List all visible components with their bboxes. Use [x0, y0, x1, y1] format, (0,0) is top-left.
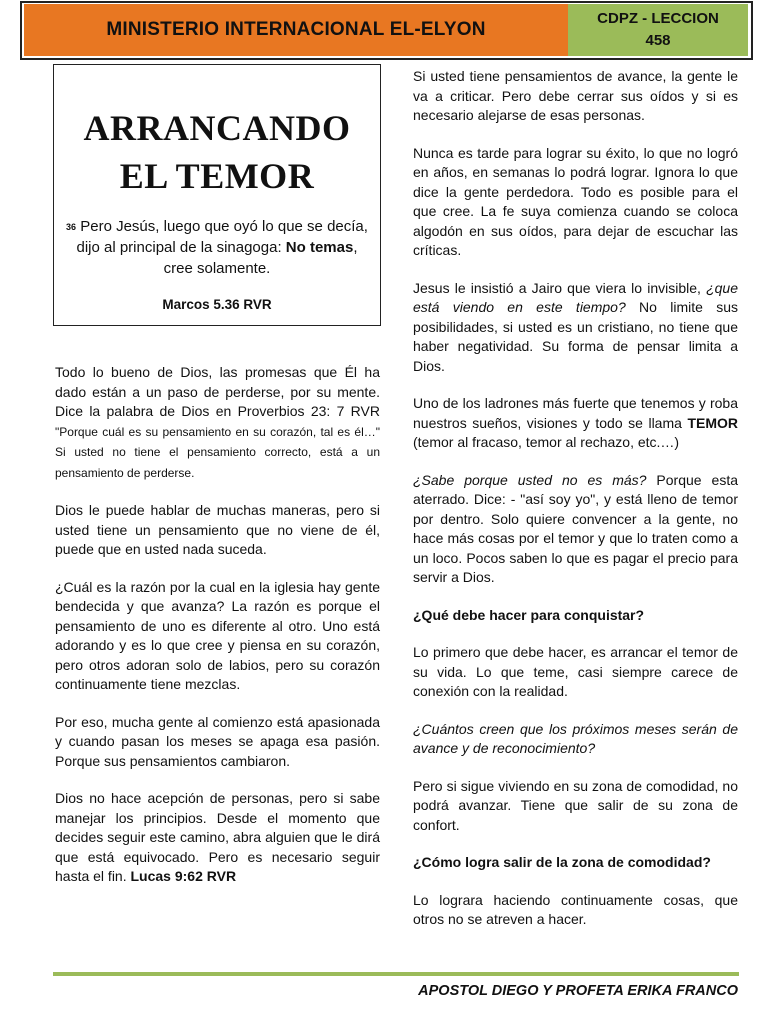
verse-text: Pero Jesús, luego que oyó lo que se decía, dijo al principal de la sinagoga:	[76, 218, 368, 256]
paragraph-text: Dios no hace acepción de personas, pero si sabe manejar los principios. Desde el momento que decides seguir este camino, abra alguien que le dirá que está equivocado. Pero es necesario seguir hasta el fin.	[55, 790, 380, 884]
paragraph: Nunca es tarde para lograr su éxito, lo que no logró en años, en semanas lo podrá lograr. Ignora lo que dice la gente perdedora. Todo es posible para el que cree. La fe suya comienza cuando se coloca algodón en sus oídos, para dejar de escuchar las críticas.	[413, 144, 738, 258]
verse-number: 36	[66, 222, 77, 232]
paragraph: Dios le puede hablar de muchas maneras, pero si usted tiene un pensamiento que no viene de él, puede que en usted nada suceda.	[55, 502, 380, 557]
paragraph	[413, 471, 738, 588]
paragraph	[413, 720, 738, 759]
paragraph-text: No limite sus posibilidades, si usted es un cristiano, no tiene que haber negatividad. Su forma de pensar limita a Dios.	[413, 299, 738, 374]
question-italic: ¿Cuántos creen que los próximos meses serán de avance y de reconocimiento?	[413, 720, 738, 756]
fear-keyword: TEMOR	[687, 414, 738, 431]
paragraph	[55, 363, 380, 483]
paragraph: Pero si sigue viviendo en su zona de comodidad, no podrá avanzar. Tiene que salir de su zona de confort.	[413, 777, 738, 833]
page-title-line-1: ARRANCANDO	[83, 108, 351, 148]
paragraph	[55, 789, 380, 887]
verse-end: , cree solamente.	[163, 239, 358, 277]
section-question: ¿Cómo logra salir de la zona de comodidad?	[413, 854, 711, 870]
ministry-name: MINISTERIO INTERNACIONAL EL-ELYON	[106, 19, 486, 40]
paragraph-text: (temor al fracaso, temor al rechazo, etc.…)	[413, 434, 680, 450]
paragraph-text: Todo lo bueno de Dios, las promesas que Él ha dado están a un paso de perderse, por su mente. Dice la palabra de Dios en Proverbios 23: 7 RVR	[55, 364, 380, 419]
paragraph: Lo lograra haciendo continuamente cosas, que otros no se atreven a hacer.	[413, 891, 738, 927]
proverbs-quote: "Porque cuál es su pensamiento en su corazón, tal es él…" Si usted no tiene el pensamiento correcto, está a un pensamiento de perderse.	[55, 424, 380, 480]
paragraph-text: Uno de los ladrones más fuerte que tenemos y roba nuestros sueños, visiones y todo se llama	[413, 395, 738, 431]
paragraph: Por eso, mucha gente al comienzo está apasionada y cuando pasan los meses se apaga esa pasión. Porque sus pensamientos cambiaron.	[55, 713, 380, 769]
question-italic: ¿que está viendo en este tiempo?	[413, 279, 738, 315]
right-column	[413, 67, 738, 948]
lesson-number: 458	[645, 32, 671, 49]
title-box	[53, 64, 381, 326]
paragraph: ¿Cuál es la razón por la cual en la iglesia hay gente bendecida y que avanza? La razón es porque el pensamiento de uno es diferente al otro. Uno está adorando y es lo que cree y piensa en su corazón, pero otros adoran solo de labios, pero su corazón continuamente tiene mezclas.	[55, 578, 380, 692]
paragraph	[413, 394, 738, 453]
lesson-label: CDPZ - LECCION	[597, 10, 719, 27]
paragraph: Si usted tiene pensamientos de avance, la gente le va a criticar. Pero debe cerrar sus oídos y si es necesario alejarse de esas personas.	[413, 68, 738, 123]
lesson-badge	[568, 4, 748, 56]
verse-emphasis: No temas	[285, 239, 354, 256]
key-verse	[64, 216, 370, 315]
section-question: ¿Qué debe hacer para conquistar?	[413, 606, 645, 623]
page-title-line-2: EL TEMOR	[119, 156, 315, 196]
paragraph-text: Jesus le insistió a Jairo que viera lo invisible,	[413, 279, 707, 296]
question-italic: ¿Sabe porque usted no es más?	[413, 471, 647, 488]
paragraph	[413, 279, 738, 377]
verse-reference: Marcos 5.36 RVR	[162, 297, 272, 312]
footer-authors: APOSTOL DIEGO Y PROFETA ERIKA FRANCO	[418, 983, 738, 999]
footer-divider	[53, 972, 739, 976]
paragraph-text: Porque esta aterrado. Dice: - "así soy yo", y está lleno de temor por dentro. Solo quiere convencer a la gente, no hace más cosas por el temor y que lo traten como a un loco. Pocos saben lo que es pagar el precio para servir a Dios.	[413, 471, 738, 585]
left-column	[55, 363, 380, 905]
scripture-reference: Lucas 9:62 RVR	[130, 868, 237, 884]
ministry-banner	[24, 4, 568, 56]
paragraph: Lo primero que debe hacer, es arrancar el temor de su vida. Lo que teme, casi siempre carece de conexión con la realidad.	[413, 644, 738, 699]
